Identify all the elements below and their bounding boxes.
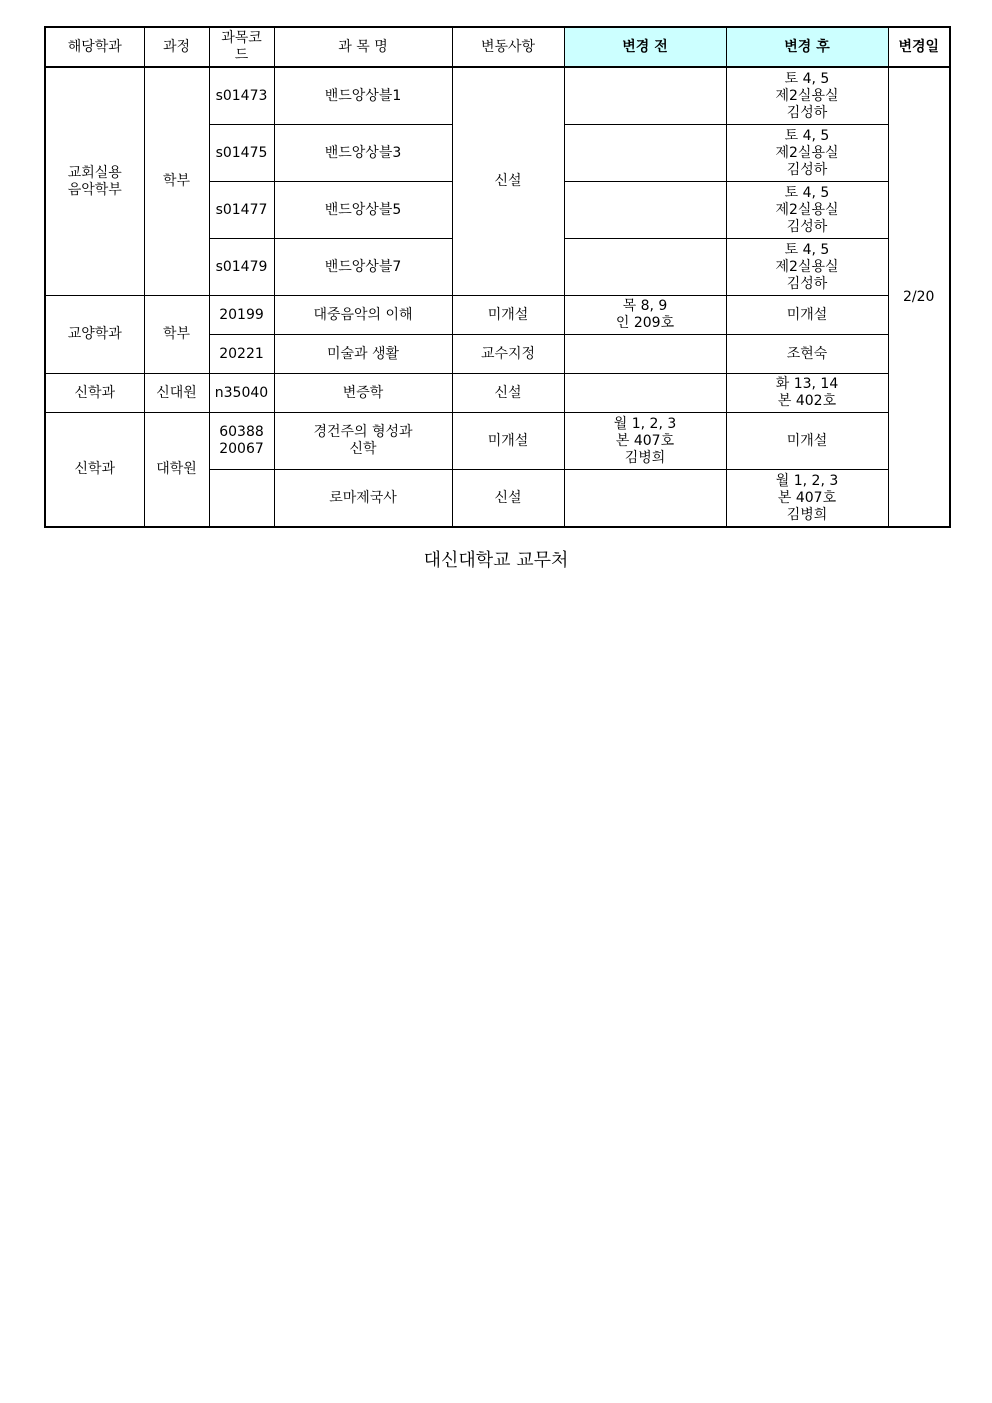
header-change: 변동사항 xyxy=(452,27,564,67)
before-cell xyxy=(564,239,726,296)
dept-cell: 교회실용 음악학부 xyxy=(45,67,144,296)
course-cell: 밴드앙상블7 xyxy=(274,239,452,296)
header-course: 과 목 명 xyxy=(274,27,452,67)
course-cell: 로마제국사 xyxy=(274,470,452,528)
change-cell: 신설 xyxy=(452,374,564,413)
date-cell: 2/20 xyxy=(888,67,950,527)
header-after: 변경 후 xyxy=(726,27,888,67)
before-cell xyxy=(564,470,726,528)
before-cell xyxy=(564,374,726,413)
table-row xyxy=(45,413,950,470)
course-cell: 미술과 생활 xyxy=(274,335,452,374)
change-cell: 신설 xyxy=(452,67,564,296)
course-cell: 변증학 xyxy=(274,374,452,413)
change-cell: 신설 xyxy=(452,470,564,528)
header-program: 과정 xyxy=(144,27,209,67)
course-cell: 밴드앙상블5 xyxy=(274,182,452,239)
after-cell: 미개설 xyxy=(726,413,888,470)
course-cell: 경건주의 형성과 신학 xyxy=(274,413,452,470)
program-cell: 신대원 xyxy=(144,374,209,413)
course-cell: 밴드앙상블1 xyxy=(274,67,452,125)
program-cell: 학부 xyxy=(144,296,209,374)
after-cell: 토 4, 5 제2실용실 김성하 xyxy=(726,239,888,296)
program-cell: 학부 xyxy=(144,67,209,296)
after-cell: 토 4, 5 제2실용실 김성하 xyxy=(726,67,888,125)
table-row xyxy=(45,67,950,125)
dept-cell: 신학과 xyxy=(45,413,144,528)
code-cell: s01473 xyxy=(209,67,274,125)
table-row xyxy=(45,374,950,413)
header-before: 변경 전 xyxy=(564,27,726,67)
after-cell: 화 13, 14 본 402호 xyxy=(726,374,888,413)
code-cell: n35040 xyxy=(209,374,274,413)
footer-office-name: 대신대학교 교무처 xyxy=(423,550,569,571)
code-cell: 20199 xyxy=(209,296,274,335)
dept-cell: 교양학과 xyxy=(45,296,144,374)
code-cell: s01479 xyxy=(209,239,274,296)
after-cell: 미개설 xyxy=(726,296,888,335)
course-cell: 밴드앙상블3 xyxy=(274,125,452,182)
change-cell: 미개설 xyxy=(452,296,564,335)
code-cell: s01477 xyxy=(209,182,274,239)
before-cell xyxy=(564,125,726,182)
course-cell: 대중음악의 이해 xyxy=(274,296,452,335)
before-cell xyxy=(564,335,726,374)
before-cell: 월 1, 2, 3 본 407호 김병희 xyxy=(564,413,726,470)
after-cell: 월 1, 2, 3 본 407호 김병희 xyxy=(726,470,888,528)
table-row xyxy=(45,296,950,335)
after-cell: 토 4, 5 제2실용실 김성하 xyxy=(726,125,888,182)
before-cell: 목 8, 9 인 209호 xyxy=(564,296,726,335)
header-code: 과목코 드 xyxy=(209,27,274,67)
code-cell xyxy=(209,470,274,528)
change-cell: 교수지정 xyxy=(452,335,564,374)
change-cell: 미개설 xyxy=(452,413,564,470)
before-cell xyxy=(564,182,726,239)
before-cell xyxy=(564,67,726,125)
code-cell: 60388 20067 xyxy=(209,413,274,470)
header-row xyxy=(45,27,950,67)
code-cell: 20221 xyxy=(209,335,274,374)
after-cell: 토 4, 5 제2실용실 김성하 xyxy=(726,182,888,239)
code-cell: s01475 xyxy=(209,125,274,182)
after-cell: 조현숙 xyxy=(726,335,888,374)
header-dept: 해당학과 xyxy=(45,27,144,67)
program-cell: 대학원 xyxy=(144,413,209,528)
schedule-change-table xyxy=(44,26,951,528)
header-date: 변경일 xyxy=(888,27,950,67)
dept-cell: 신학과 xyxy=(45,374,144,413)
